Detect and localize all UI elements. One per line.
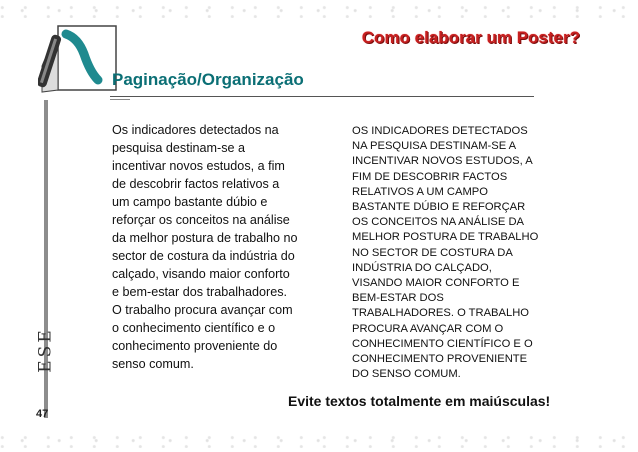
text-line: calçado, visando maior conforto xyxy=(112,267,290,281)
text-line: BASTANTE DÚBIO E REFORÇAR xyxy=(352,201,526,214)
text-line: CONHECIMENTO CIENTÍFICO E O xyxy=(352,337,533,350)
text-line: da melhor postura de trabalho no xyxy=(112,231,298,245)
bottom-decorative-border xyxy=(0,434,638,448)
text-line: INDÚSTRIA DO CALÇADO, xyxy=(352,261,492,274)
header-title: Como elaborar um Poster? xyxy=(361,28,580,47)
text-line: RELATIVOS A UM CAMPO xyxy=(352,185,488,198)
uppercase-text-block xyxy=(352,124,567,382)
text-line: INCENTIVAR NOVOS ESTUDOS, A xyxy=(352,155,533,168)
text-line: de descobrir factos relativos a xyxy=(112,177,280,191)
sidebar-label-text: ESE xyxy=(36,327,56,373)
text-line: CONHECIMENTO PROVENIENTE xyxy=(352,353,528,366)
title-underline xyxy=(110,96,534,97)
text-line: VISANDO MAIOR CONFORTO E xyxy=(352,277,520,290)
text-line: um campo bastante dúbio e xyxy=(112,195,268,209)
page-number: 47 xyxy=(36,408,49,420)
text-line: OS CONCEITOS NA ANÁLISE DA xyxy=(352,216,525,229)
title-underline-accent xyxy=(110,99,130,100)
text-line: NA PESQUISA DESTINAM-SE A xyxy=(352,140,517,153)
sidebar-label xyxy=(36,320,56,380)
text-line: pesquisa destinam-se a xyxy=(112,141,246,155)
text-line: MELHOR POSTURA DE TRABALHO xyxy=(352,231,539,244)
text-line: e bem-estar dos trabalhadores. xyxy=(112,285,288,299)
section-title: Paginação/Organização xyxy=(112,70,304,89)
text-line: FIM DE DESCOBRIR FACTOS xyxy=(352,170,508,183)
text-line: conhecimento proveniente do xyxy=(112,339,278,353)
text-line: reforçar os conceitos na análise xyxy=(112,213,290,227)
text-line: NO SECTOR DE COSTURA DA xyxy=(352,246,513,259)
warning-message: Evite textos totalmente em maiúsculas! xyxy=(288,393,551,409)
text-line: O trabalho procura avançar com xyxy=(112,303,293,317)
text-line: DO SENSO COMUM. xyxy=(352,368,461,381)
text-line: PROCURA AVANÇAR COM O xyxy=(352,322,504,335)
text-line: Os indicadores detectados na xyxy=(112,123,279,137)
text-line: TRABALHADORES. O TRABALHO xyxy=(352,307,529,320)
text-line: incentivar novos estudos, a fim xyxy=(112,159,285,173)
top-decorative-border xyxy=(0,4,638,18)
text-line: sector de costura da indústria do xyxy=(112,249,295,263)
text-line: o conhecimento científico e o xyxy=(112,321,276,335)
text-line: OS INDICADORES DETECTADOS xyxy=(352,125,528,137)
mixed-case-text-block xyxy=(112,121,322,373)
text-line: BEM-ESTAR DOS xyxy=(352,292,444,305)
text-line: senso comum. xyxy=(112,357,194,371)
